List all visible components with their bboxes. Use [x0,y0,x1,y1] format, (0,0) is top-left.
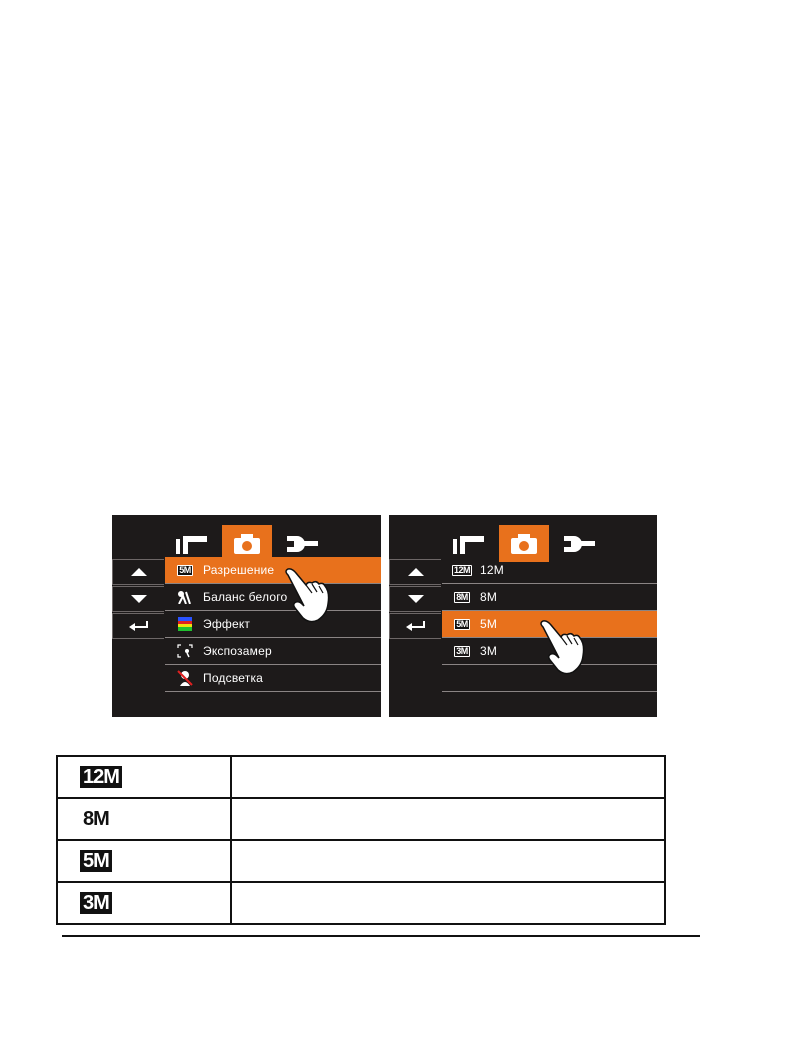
menu-item-metering[interactable] [165,638,381,665]
wrench-icon [561,533,597,555]
resolution-8m-icon: 8M [456,591,468,602]
menu-item-white-balance[interactable] [165,584,381,611]
down-button[interactable] [112,586,164,612]
up-button[interactable] [112,559,164,585]
white-balance-icon [177,590,193,604]
return-arrow-icon [406,621,426,631]
resolution-badge: 8M [80,808,112,830]
resolution-badge: 5M [80,850,112,872]
table-row [57,882,665,924]
option-12m[interactable] [442,557,657,584]
effect-color-icon [178,617,192,631]
pointing-hand-icon [537,619,585,679]
backlight-icon [176,669,194,687]
resolution-5m-icon: 5M [456,618,468,629]
menu-item-label: Баланс белого [203,590,288,604]
resolution-badge: 3M [80,892,112,914]
up-arrow-icon [131,568,147,576]
menu-item-label: Экспозамер [203,644,272,658]
table-row [57,756,665,798]
menu-item-label: Разрешение [203,563,275,577]
page-divider [62,935,700,937]
resolution-12m-icon: 12M [453,564,470,575]
description-cell [231,798,665,840]
resolution-3m-icon: 3M [456,645,468,656]
menu-item-label: Эффект [203,617,251,631]
metering-icon [177,644,193,658]
camera-icon [232,533,262,555]
menu-item-label: Подсветка [203,671,264,685]
pointing-hand-icon [282,567,330,627]
option-label: 3M [480,644,498,658]
description-cell [231,882,665,924]
playback-icon [451,534,487,554]
option-label: 5M [480,617,498,631]
description-cell [231,756,665,798]
down-button[interactable] [389,586,441,612]
up-button[interactable] [389,559,441,585]
return-button[interactable] [112,613,164,639]
playback-icon [174,534,210,554]
return-button[interactable] [389,613,441,639]
resolution-badge: 12M [80,766,122,788]
resolution-legend-table [56,755,666,925]
menu-item-backlight[interactable] [165,665,381,692]
option-label: 12M [480,563,504,577]
table-row [57,798,665,840]
up-arrow-icon [408,568,424,576]
table-row [57,840,665,882]
camera-icon [509,533,539,555]
settings-menu [165,557,381,692]
resolution-5m-icon: 5M [179,564,191,575]
description-cell [231,840,665,882]
down-arrow-icon [408,595,424,603]
menu-item-effect[interactable] [165,611,381,638]
return-arrow-icon [129,621,149,631]
wrench-icon [284,533,320,555]
menu-item-resolution[interactable] [165,557,381,584]
option-label: 8M [480,590,498,604]
resolution-menu-screen [389,515,657,717]
down-arrow-icon [131,595,147,603]
option-8m[interactable] [442,584,657,611]
camera-menu-screen [112,515,381,717]
